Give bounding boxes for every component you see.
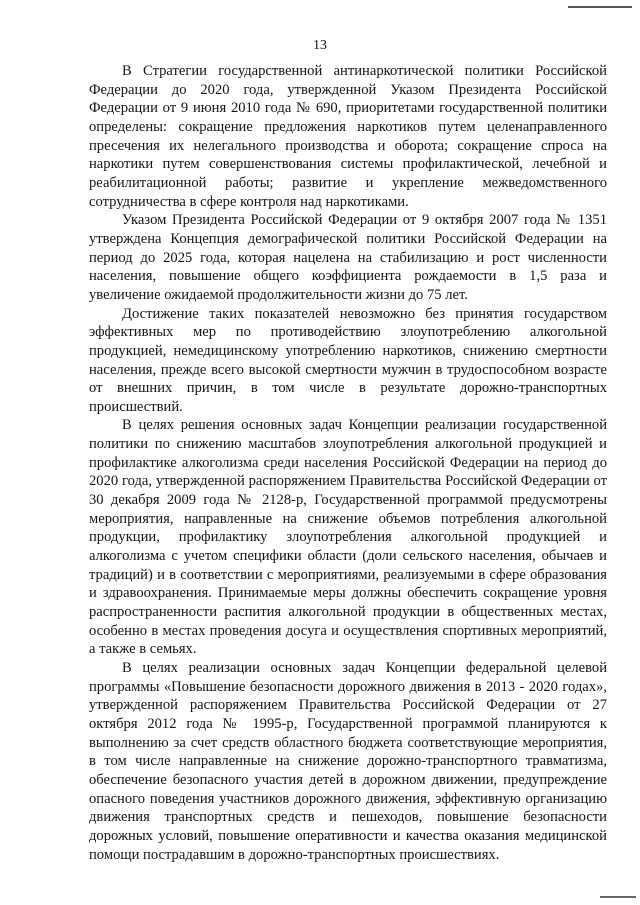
paragraph-demographic-policy: Указом Президента Российской Федерации от 9 октября 2007 года № 1351 утверждена Концепция демографической политики Российской Федерации на период до 2025 года, которая нацелена на стабилизацию и рост численности населения, повышение общего коэффициента рождаемости в 1,5 раза и увеличение ожидаемой продолжительности жизни до 75 лет.: [89, 212, 607, 303]
scan-edge-mark: [568, 6, 632, 8]
document-body: [89, 62, 607, 864]
paragraph-road-safety: В целях реализации основных задач Концепции федеральной целевой программы «Повышение безопасности дорожного движения в 2013 - 2020 годах», утвержденной распоряжением Правительства Российской Федерации от 27 октября 2012 года № 1995-р, Государственной программой планируются к выполнению за счет средств областного бюджета соответствующие мероприятия, в том числе направленные на снижение дорожно-транспортного травматизма, обеспечение безопасного участия детей в дорожном движении, предупреждение опасного поведения участников дорожного движения, эффективную организацию движения транспортных средств и пешеходов, повышение безопасности дорожных условий, повышение оперативности и качества оказания медицинской помощи пострадавшим в дорожно-транспортных происшествиях.: [89, 660, 607, 863]
paragraph-antidrug-strategy: В Стратегии государственной антинаркотической политики Российской Федерации до 2020 года, утвержденной Указом Президента Российской Федерации от 9 июня 2010 года № 690, приоритетами государственной политики определены: сокращение предложения наркотиков путем целенаправленного пресечения их нелегального производства и оборота; сокращение спроса на наркотики путем совершенствования системы профилактической, лечебной и реабилитационной работы; развитие и укрепление межведомственного сотрудничества в сфере контроля над наркотиками.: [89, 63, 607, 210]
scan-edge-mark: [600, 896, 636, 898]
paragraph-measures: Достижение таких показателей невозможно без принятия государством эффективных мер по противодействию злоупотреблению алкогольной продукцией, немедицинскому употреблению наркотиков, снижению смертности населения, прежде всего высокой смертности мужчин в трудоспособном возрасте от внешних причин, в том числе в результате дорожно-транспортных происшествий.: [89, 305, 607, 415]
paragraph-alcohol-policy: В целях решения основных задач Концепции реализации государственной политики по снижению масштабов злоупотребления алкогольной продукцией и профилактике алкоголизма среди населения Российской Федерации на период до 2020 года, утвержденной распоряжением Правительства Российской Федерации от 30 декабря 2009 года № 2128-р, Государственной программой предусмотрены мероприятия, направленные на снижение объемов потребления алкогольной продукции, профилактику злоупотребления алкогольной продукцией и алкоголизма с учетом специфики области (доли сельского населения, обычаев и традиций) и в соответствии с мероприятиями, реализуемыми в сфере образования и здравоохранения. Принимаемые меры должны обеспечить сокращение уровня распространенности распития алкогольной продукции в общественных местах, особенно в местах проведения досуга и осуществления спортивных мероприятий, а также в семьях.: [89, 417, 607, 658]
page-number: 13: [313, 38, 327, 53]
